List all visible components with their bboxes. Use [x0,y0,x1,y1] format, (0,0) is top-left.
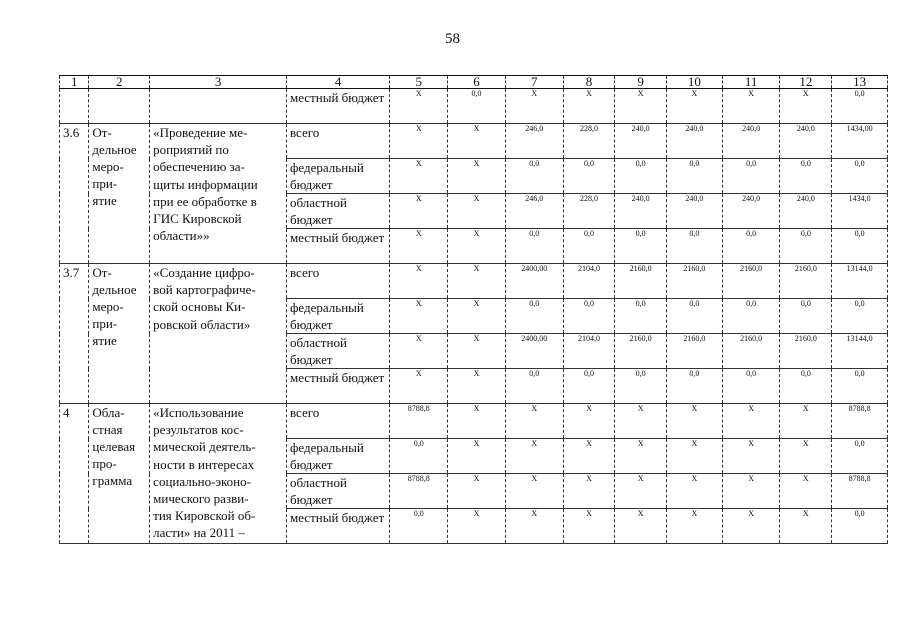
column-header: 5 [390,76,448,89]
value-cell: 0,0 [505,159,563,194]
value-cell: X [390,124,448,159]
value-cell: X [448,124,506,159]
item-number [60,89,89,124]
column-header: 2 [89,76,150,89]
value-cell: X [666,439,722,474]
item-number: 3.6 [60,124,89,264]
value-cell: 2160,0 [722,264,780,299]
value-cell: X [448,404,506,439]
value-cell: 0,0 [722,159,780,194]
value-cell: X [722,439,780,474]
value-cell: 0,0 [832,159,888,194]
value-cell: X [390,89,448,124]
item-type: От- дельное меро- при- ятие [89,124,150,264]
value-cell: X [505,404,563,439]
value-cell: 0,0 [832,229,888,264]
value-cell: 0,0 [722,369,780,404]
funding-table [59,75,888,544]
value-cell: X [448,369,506,404]
item-name: «Создание цифро- вой картографиче- ской основы Ки- ровской области» [150,264,287,404]
value-cell: X [615,404,667,439]
value-cell: X [722,509,780,544]
value-cell: X [448,509,506,544]
value-cell: 0,0 [505,369,563,404]
funding-source: всего [286,124,389,159]
value-cell: 0,0 [780,159,832,194]
value-cell: 8788,8 [390,404,448,439]
column-header: 11 [722,76,780,89]
value-cell: X [666,89,722,124]
value-cell: 0,0 [615,299,667,334]
value-cell: 228,0 [563,124,615,159]
value-cell: 0,0 [832,299,888,334]
value-cell: 0,0 [666,299,722,334]
value-cell: 8788,8 [390,474,448,509]
funding-source: федеральный бюджет [286,439,389,474]
value-cell: 0,0 [615,159,667,194]
value-cell: 2160,0 [615,334,667,369]
value-cell: 0,0 [563,159,615,194]
value-cell: 2104,0 [563,264,615,299]
value-cell: 0,0 [563,369,615,404]
value-cell: 8788,8 [832,404,888,439]
item-type: Обла- стная целевая про- грамма [89,404,150,544]
funding-source: федеральный бюджет [286,299,389,334]
value-cell: 0,0 [780,369,832,404]
column-header: 13 [832,76,888,89]
value-cell: X [722,89,780,124]
value-cell: X [390,299,448,334]
value-cell: 0,0 [832,439,888,474]
value-cell: X [722,474,780,509]
value-cell: 240,0 [615,124,667,159]
value-cell: X [505,89,563,124]
value-cell: 240,0 [780,124,832,159]
value-cell: X [722,404,780,439]
column-header: 9 [615,76,667,89]
item-type: От- дельное меро- при- ятие [89,264,150,404]
table-row [60,124,888,159]
value-cell: 0,0 [563,299,615,334]
item-name: «Проведение ме- роприятий по обеспечению за- щиты информации при ее обработке в ГИС Кировской области»» [150,124,287,264]
value-cell: 0,0 [832,509,888,544]
value-cell: X [563,509,615,544]
value-cell: X [448,229,506,264]
value-cell: 240,0 [615,194,667,229]
value-cell: X [448,159,506,194]
value-cell: 0,0 [615,229,667,264]
value-cell: 246,0 [505,194,563,229]
value-cell: 0,0 [666,229,722,264]
value-cell: X [390,194,448,229]
table-row [60,89,888,124]
value-cell: X [780,404,832,439]
value-cell: X [615,509,667,544]
column-header: 7 [505,76,563,89]
value-cell: 0,0 [722,299,780,334]
item-name [150,89,287,124]
value-cell: 13144,0 [832,334,888,369]
value-cell: 0,0 [780,229,832,264]
value-cell: X [780,474,832,509]
funding-source: местный бюджет [286,369,389,404]
value-cell: 2160,0 [780,264,832,299]
value-cell: 240,0 [722,194,780,229]
funding-source: областной бюджет [286,474,389,509]
funding-source: всего [286,404,389,439]
value-cell: 0,0 [666,369,722,404]
value-cell: 240,0 [780,194,832,229]
value-cell: 0,0 [666,159,722,194]
value-cell: 0,0 [390,439,448,474]
value-cell: 1434,0 [832,194,888,229]
value-cell: 2104,0 [563,334,615,369]
value-cell: X [563,89,615,124]
value-cell: X [390,159,448,194]
value-cell: X [505,474,563,509]
value-cell: 1434,00 [832,124,888,159]
value-cell: 0,0 [832,369,888,404]
value-cell: 2160,0 [615,264,667,299]
value-cell: 240,0 [722,124,780,159]
value-cell: X [615,439,667,474]
value-cell: 2160,0 [666,334,722,369]
table-row [60,264,888,299]
value-cell: 0,0 [563,229,615,264]
funding-source: местный бюджет [286,229,389,264]
value-cell: X [666,474,722,509]
value-cell: X [780,439,832,474]
value-cell: 0,0 [448,89,506,124]
value-cell: X [666,404,722,439]
value-cell: 0,0 [722,229,780,264]
value-cell: 0,0 [505,229,563,264]
value-cell: X [505,509,563,544]
value-cell: X [780,509,832,544]
value-cell: X [390,229,448,264]
value-cell: 2400,00 [505,334,563,369]
value-cell: X [615,474,667,509]
table-row [60,404,888,439]
funding-source: местный бюджет [286,89,389,124]
table-header-row [60,76,888,89]
column-header: 8 [563,76,615,89]
funding-source: областной бюджет [286,194,389,229]
item-name: «Использование результатов кос- мической деятель- ности в интересах социально-эконо- мического разви- тия Кировской об- ласти» на 2011 – [150,404,287,544]
column-header: 12 [780,76,832,89]
value-cell: X [448,194,506,229]
funding-source: областной бюджет [286,334,389,369]
value-cell: X [505,439,563,474]
column-header: 10 [666,76,722,89]
value-cell: 0,0 [615,369,667,404]
item-number: 4 [60,404,89,544]
value-cell: 0,0 [780,299,832,334]
value-cell: 2160,0 [722,334,780,369]
value-cell: X [780,89,832,124]
value-cell: 0,0 [505,299,563,334]
value-cell: X [666,509,722,544]
value-cell: X [390,369,448,404]
value-cell: 2160,0 [780,334,832,369]
column-header: 3 [150,76,287,89]
column-header: 4 [286,76,389,89]
value-cell: 240,0 [666,194,722,229]
value-cell: X [448,474,506,509]
value-cell: X [390,264,448,299]
value-cell: 240,0 [666,124,722,159]
value-cell: X [563,474,615,509]
value-cell: 8788,8 [832,474,888,509]
value-cell: 2400,00 [505,264,563,299]
value-cell: 0,0 [390,509,448,544]
value-cell: 13144,0 [832,264,888,299]
item-number: 3.7 [60,264,89,404]
value-cell: X [563,439,615,474]
funding-source: всего [286,264,389,299]
value-cell: X [448,299,506,334]
value-cell: X [390,334,448,369]
value-cell: X [448,264,506,299]
value-cell: X [615,89,667,124]
value-cell: X [448,334,506,369]
value-cell: 2160,0 [666,264,722,299]
funding-source: федеральный бюджет [286,159,389,194]
page-number: 58 [445,31,460,47]
column-header: 1 [60,76,89,89]
value-cell: X [448,439,506,474]
item-type [89,89,150,124]
value-cell: 0,0 [832,89,888,124]
value-cell: X [563,404,615,439]
value-cell: 246,0 [505,124,563,159]
value-cell: 228,0 [563,194,615,229]
column-header: 6 [448,76,506,89]
funding-source: местный бюджет [286,509,389,544]
